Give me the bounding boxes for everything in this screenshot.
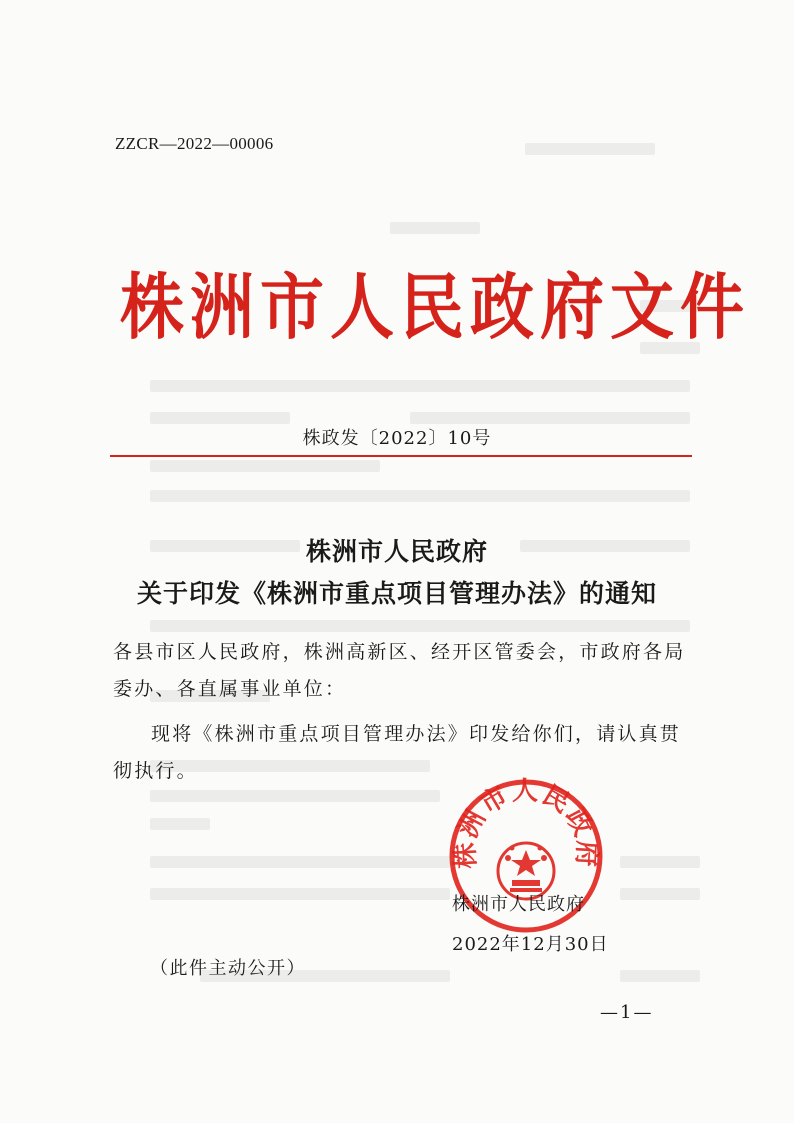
seal-text: 株洲市人民政府 <box>450 776 602 870</box>
signing-authority: 株洲市人民政府 <box>452 894 585 915</box>
disclosure-note: （此件主动公开） <box>150 958 306 979</box>
recipient-list: 各县市区人民政府，株洲高新区、经开区管委会，市政府各局委办、各直属事业单位： <box>113 641 686 700</box>
notice-title-line-2: 关于印发《株洲市重点项目管理办法》的通知 <box>136 579 657 608</box>
signing-date: 2022年12月30日 <box>452 934 609 955</box>
page-number: —1— <box>600 1002 654 1023</box>
masthead-title: 株洲市人民政府文件 <box>120 265 750 350</box>
body-paragraph: 现将《株洲市重点项目管理办法》印发给你们，请认真贯彻执行。 <box>113 723 682 782</box>
notice-title-line-1: 株洲市人民政府 <box>305 537 488 566</box>
document-number: 株政发〔2022〕10号 <box>302 428 492 449</box>
document-code: ZZCR—2022—00006 <box>115 134 274 153</box>
red-divider-line <box>110 455 692 457</box>
